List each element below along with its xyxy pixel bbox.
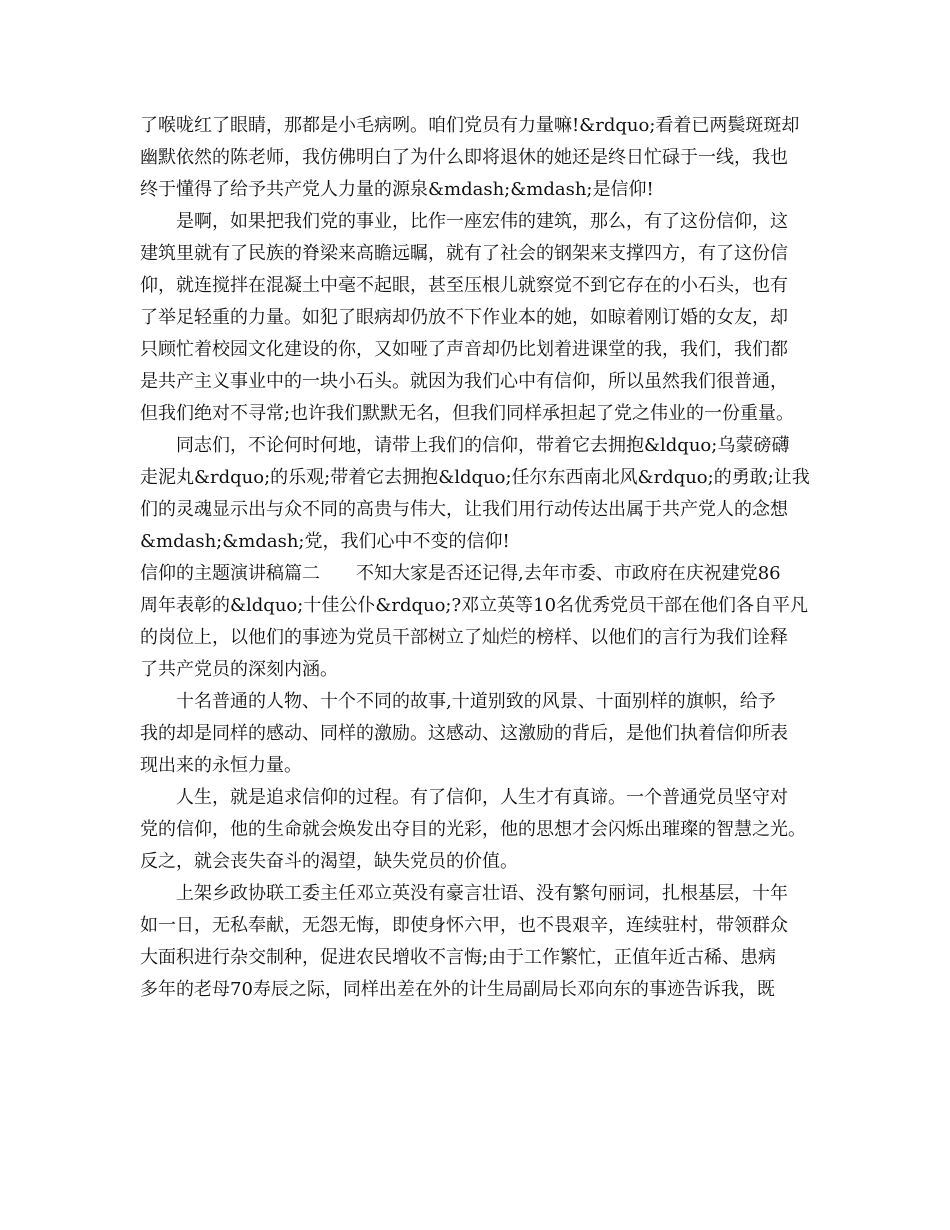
text-line: 我的却是同样的感动、同样的激励。这感动、这激励的背后，是他们执着信仰所表 bbox=[140, 723, 788, 744]
document-body bbox=[140, 110, 830, 1006]
text-line: 同志们，不论何时何地，请带上我们的信仰，带着它去拥抱&ldquo;乌蒙磅礴 bbox=[140, 435, 790, 456]
text-line: 建筑里就有了民族的脊梁来高瞻远瞩，就有了社会的钢架来支撑四方，有了这份信 bbox=[140, 243, 788, 264]
text-line: 十名普通的人物、十个不同的故事,十道别致的风景、十面别样的旗帜，给予 bbox=[140, 691, 776, 712]
text-line: 的岗位上，以他们的事迹为党员干部树立了灿烂的榜样、以他们的言行为我们诠释 bbox=[140, 627, 788, 648]
text-line: 如一日，无私奉献，无怨无悔，即使身怀六甲，也不畏艰辛，连续驻村，带领群众 bbox=[140, 915, 788, 936]
text-line: 是共产主义事业中的一块小石头。就因为我们心中有信仰，所以虽然我们很普通， bbox=[140, 371, 788, 392]
section-heading-line: 信仰的主题演讲稿篇二 不知大家是否还记得,去年市委、市政府在庆祝建党86 bbox=[140, 563, 781, 584]
text-line: 了喉咙红了眼睛，那都是小毛病咧。咱们党员有力量嘛!&rdquo;看着已两鬓斑斑却 bbox=[140, 115, 800, 136]
text-line: 了举足轻重的力量。如犯了眼病却仍放不下作业本的她，如晾着刚订婚的女友，却 bbox=[140, 307, 788, 328]
text-line: 上架乡政协联工委主任邓立英没有豪言壮语、没有繁句丽词，扎根基层，十年 bbox=[140, 883, 788, 904]
text-line: 幽默依然的陈老师，我仿佛明白了为什么即将退休的她还是终日忙碌于一线，我也 bbox=[140, 147, 788, 168]
text-line: 终于懂得了给予共产党人力量的源泉&mdash;&mdash;是信仰! bbox=[140, 179, 654, 200]
text-line: 多年的老母70寿辰之际，同样出差在外的计生局副局长邓向东的事迹告诉我，既 bbox=[140, 979, 775, 1000]
text-line: 现出来的永恒力量。 bbox=[140, 755, 302, 776]
text-line: 仰，就连搅拌在混凝土中毫不起眼，甚至压根儿就察觉不到它存在的小石头，也有 bbox=[140, 275, 788, 296]
text-line: 了共产党员的深刻内涵。 bbox=[140, 659, 338, 680]
text-line: 但我们绝对不寻常;也许我们默默无名，但我们同样承担起了党之伟业的一份重量。 bbox=[140, 403, 795, 424]
text-line: 只顾忙着校园文化建设的你，又如哑了声音却仍比划着进课堂的我，我们，我们都 bbox=[140, 339, 788, 360]
text-line: 党的信仰，他的生命就会焕发出夺目的光彩，他的思想才会闪烁出璀璨的智慧之光。 bbox=[140, 819, 806, 840]
text-line: 人生，就是追求信仰的过程。有了信仰，人生才有真谛。一个普通党员坚守对 bbox=[140, 787, 788, 808]
text-line: &mdash;&mdash;党，我们心中不变的信仰! bbox=[140, 531, 510, 552]
text-line: 大面积进行杂交制种，促进农民增收不言悔;由于工作繁忙，正值年近古稀、患病 bbox=[140, 947, 777, 968]
text-line: 反之，就会丧失奋斗的渴望，缺失党员的价值。 bbox=[140, 851, 518, 872]
text-line: 周年表彰的&ldquo;十佳公仆&rdquo;?邓立英等10名优秀党员干部在他们各自平凡 bbox=[140, 595, 809, 616]
text-line: 是啊，如果把我们党的事业，比作一座宏伟的建筑，那么，有了这份信仰，这 bbox=[140, 211, 788, 232]
text-line: 走泥丸&rdquo;的乐观;带着它去拥抱&ldquo;任尔东西南北风&rdquo;的勇敢;让我 bbox=[140, 467, 810, 488]
text-line: 们的灵魂显示出与众不同的高贵与伟大，让我们用行动传达出属于共产党人的念想 bbox=[140, 499, 788, 520]
